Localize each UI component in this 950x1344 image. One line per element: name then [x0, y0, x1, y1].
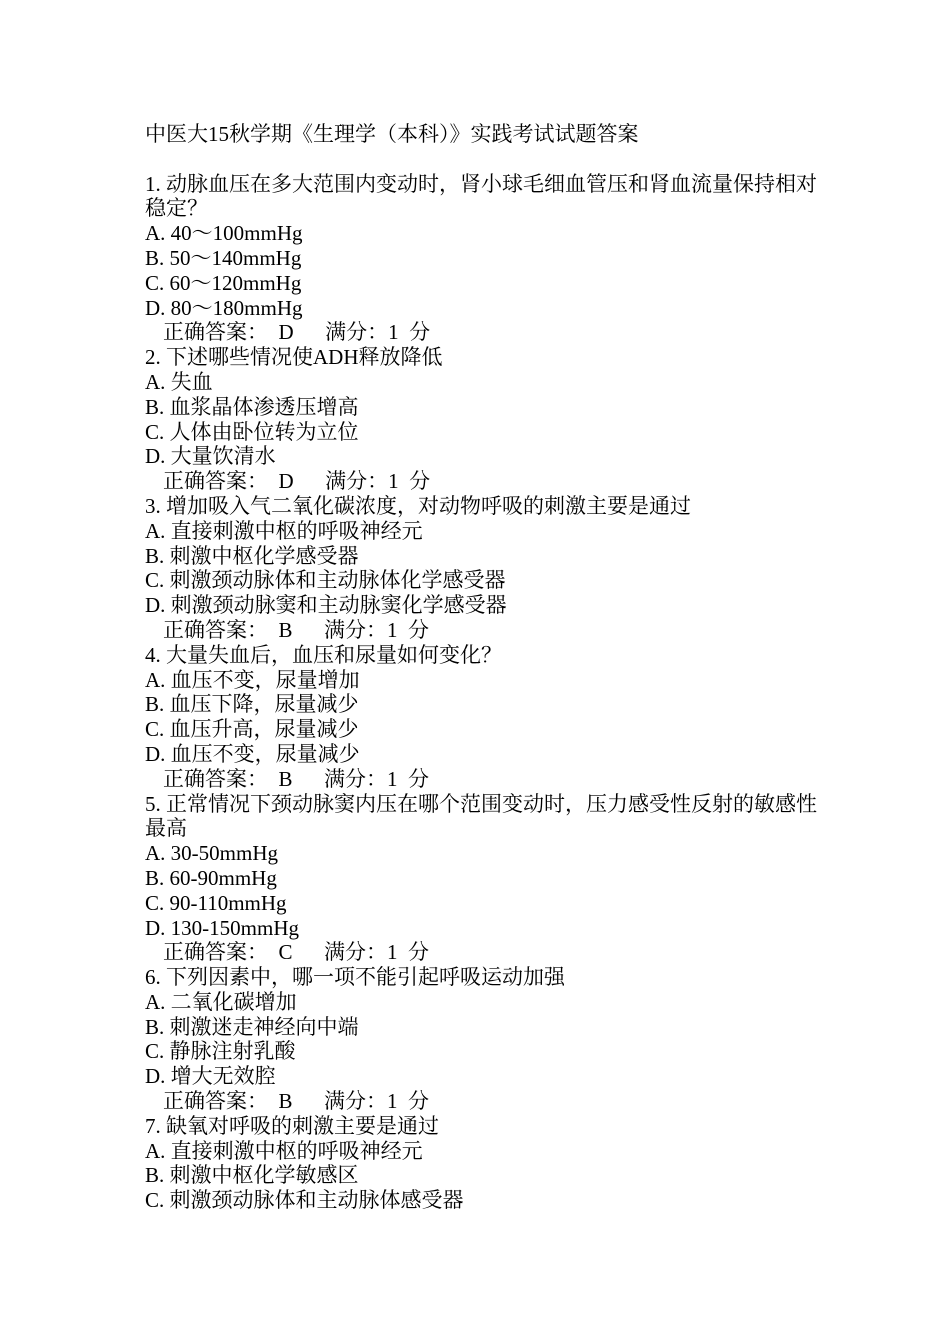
option-c: C. 刺激颈动脉体和主动脉体感受器 — [145, 1188, 464, 1213]
question-4 — [145, 643, 825, 792]
answer-line: 正确答案： B 满分：1 分 — [163, 1089, 430, 1114]
option-b: B. 血浆晶体渗透压增高 — [145, 394, 359, 419]
question-stem: 5. 正常情况下颈动脉窦内压在哪个范围变动时，压力感受性反射的敏感性最高 — [145, 791, 817, 841]
option-b: B. 刺激迷走神经向中端 — [145, 1014, 359, 1039]
option-d: D. 增大无效腔 — [145, 1064, 276, 1089]
option-a: A. 血压不变，尿量增加 — [145, 667, 360, 692]
option-b: B. 刺激中枢化学感受器 — [145, 543, 359, 568]
question-stem: 1. 动脉血压在多大范围内变动时，肾小球毛细血管压和肾血流量保持相对稳定？ — [145, 171, 817, 221]
question-stem: 6. 下列因素中，哪一项不能引起呼吸运动加强 — [145, 965, 565, 990]
answer-line: 正确答案： C 满分：1 分 — [163, 940, 430, 965]
option-c: C. 60～120mmHg — [145, 270, 302, 295]
option-c: C. 静脉注射乳酸 — [145, 1039, 296, 1064]
option-b: B. 刺激中枢化学敏感区 — [145, 1163, 359, 1188]
question-stem: 3. 增加吸入气二氧化碳浓度，对动物呼吸的刺激主要是通过 — [145, 493, 691, 518]
option-a: A. 直接刺激中枢的呼吸神经元 — [145, 1138, 423, 1163]
option-c: C. 人体由卧位转为立位 — [145, 419, 359, 444]
option-b: B. 血压下降，尿量减少 — [145, 692, 359, 717]
option-d: D. 80～180mmHg — [145, 295, 303, 320]
question-stem: 4. 大量失血后，血压和尿量如何变化？ — [145, 642, 502, 667]
question-6 — [145, 965, 825, 1114]
option-d: D. 130-150mmHg — [145, 915, 299, 940]
option-a: A. 失血 — [145, 369, 213, 394]
answer-line: 正确答案： B 满分：1 分 — [163, 617, 430, 642]
option-a: A. 40～100mmHg — [145, 221, 303, 246]
option-c: C. 血压升高，尿量减少 — [145, 717, 359, 742]
question-1 — [145, 172, 825, 346]
answer-line: 正确答案： D 满分：1 分 — [163, 469, 431, 494]
question-5 — [145, 792, 825, 966]
question-2 — [145, 345, 825, 494]
option-d: D. 血压不变，尿量减少 — [145, 741, 360, 766]
option-d: D. 大量饮清水 — [145, 444, 276, 469]
answer-line: 正确答案： D 满分：1 分 — [163, 320, 431, 345]
option-d: D. 刺激颈动脉窦和主动脉窦化学感受器 — [145, 593, 507, 618]
document-body — [145, 122, 825, 1213]
answer-line: 正确答案： B 满分：1 分 — [163, 766, 430, 791]
option-a: A. 30-50mmHg — [145, 841, 278, 866]
option-a: A. 直接刺激中枢的呼吸神经元 — [145, 518, 423, 543]
question-stem: 7. 缺氧对呼吸的刺激主要是通过 — [145, 1113, 439, 1138]
question-7 — [145, 1114, 825, 1213]
option-b: B. 50～140mmHg — [145, 245, 302, 270]
option-a: A. 二氧化碳增加 — [145, 989, 297, 1014]
document-title: 中医大15秋学期《生理学（本科）》实践考试试题答案 — [145, 122, 639, 146]
question-stem: 2. 下述哪些情况使ADH释放降低 — [145, 345, 443, 370]
option-b: B. 60-90mmHg — [145, 865, 277, 890]
option-c: C. 90-110mmHg — [145, 890, 287, 915]
option-c: C. 刺激颈动脉体和主动脉体化学感受器 — [145, 568, 506, 593]
question-3 — [145, 494, 825, 643]
